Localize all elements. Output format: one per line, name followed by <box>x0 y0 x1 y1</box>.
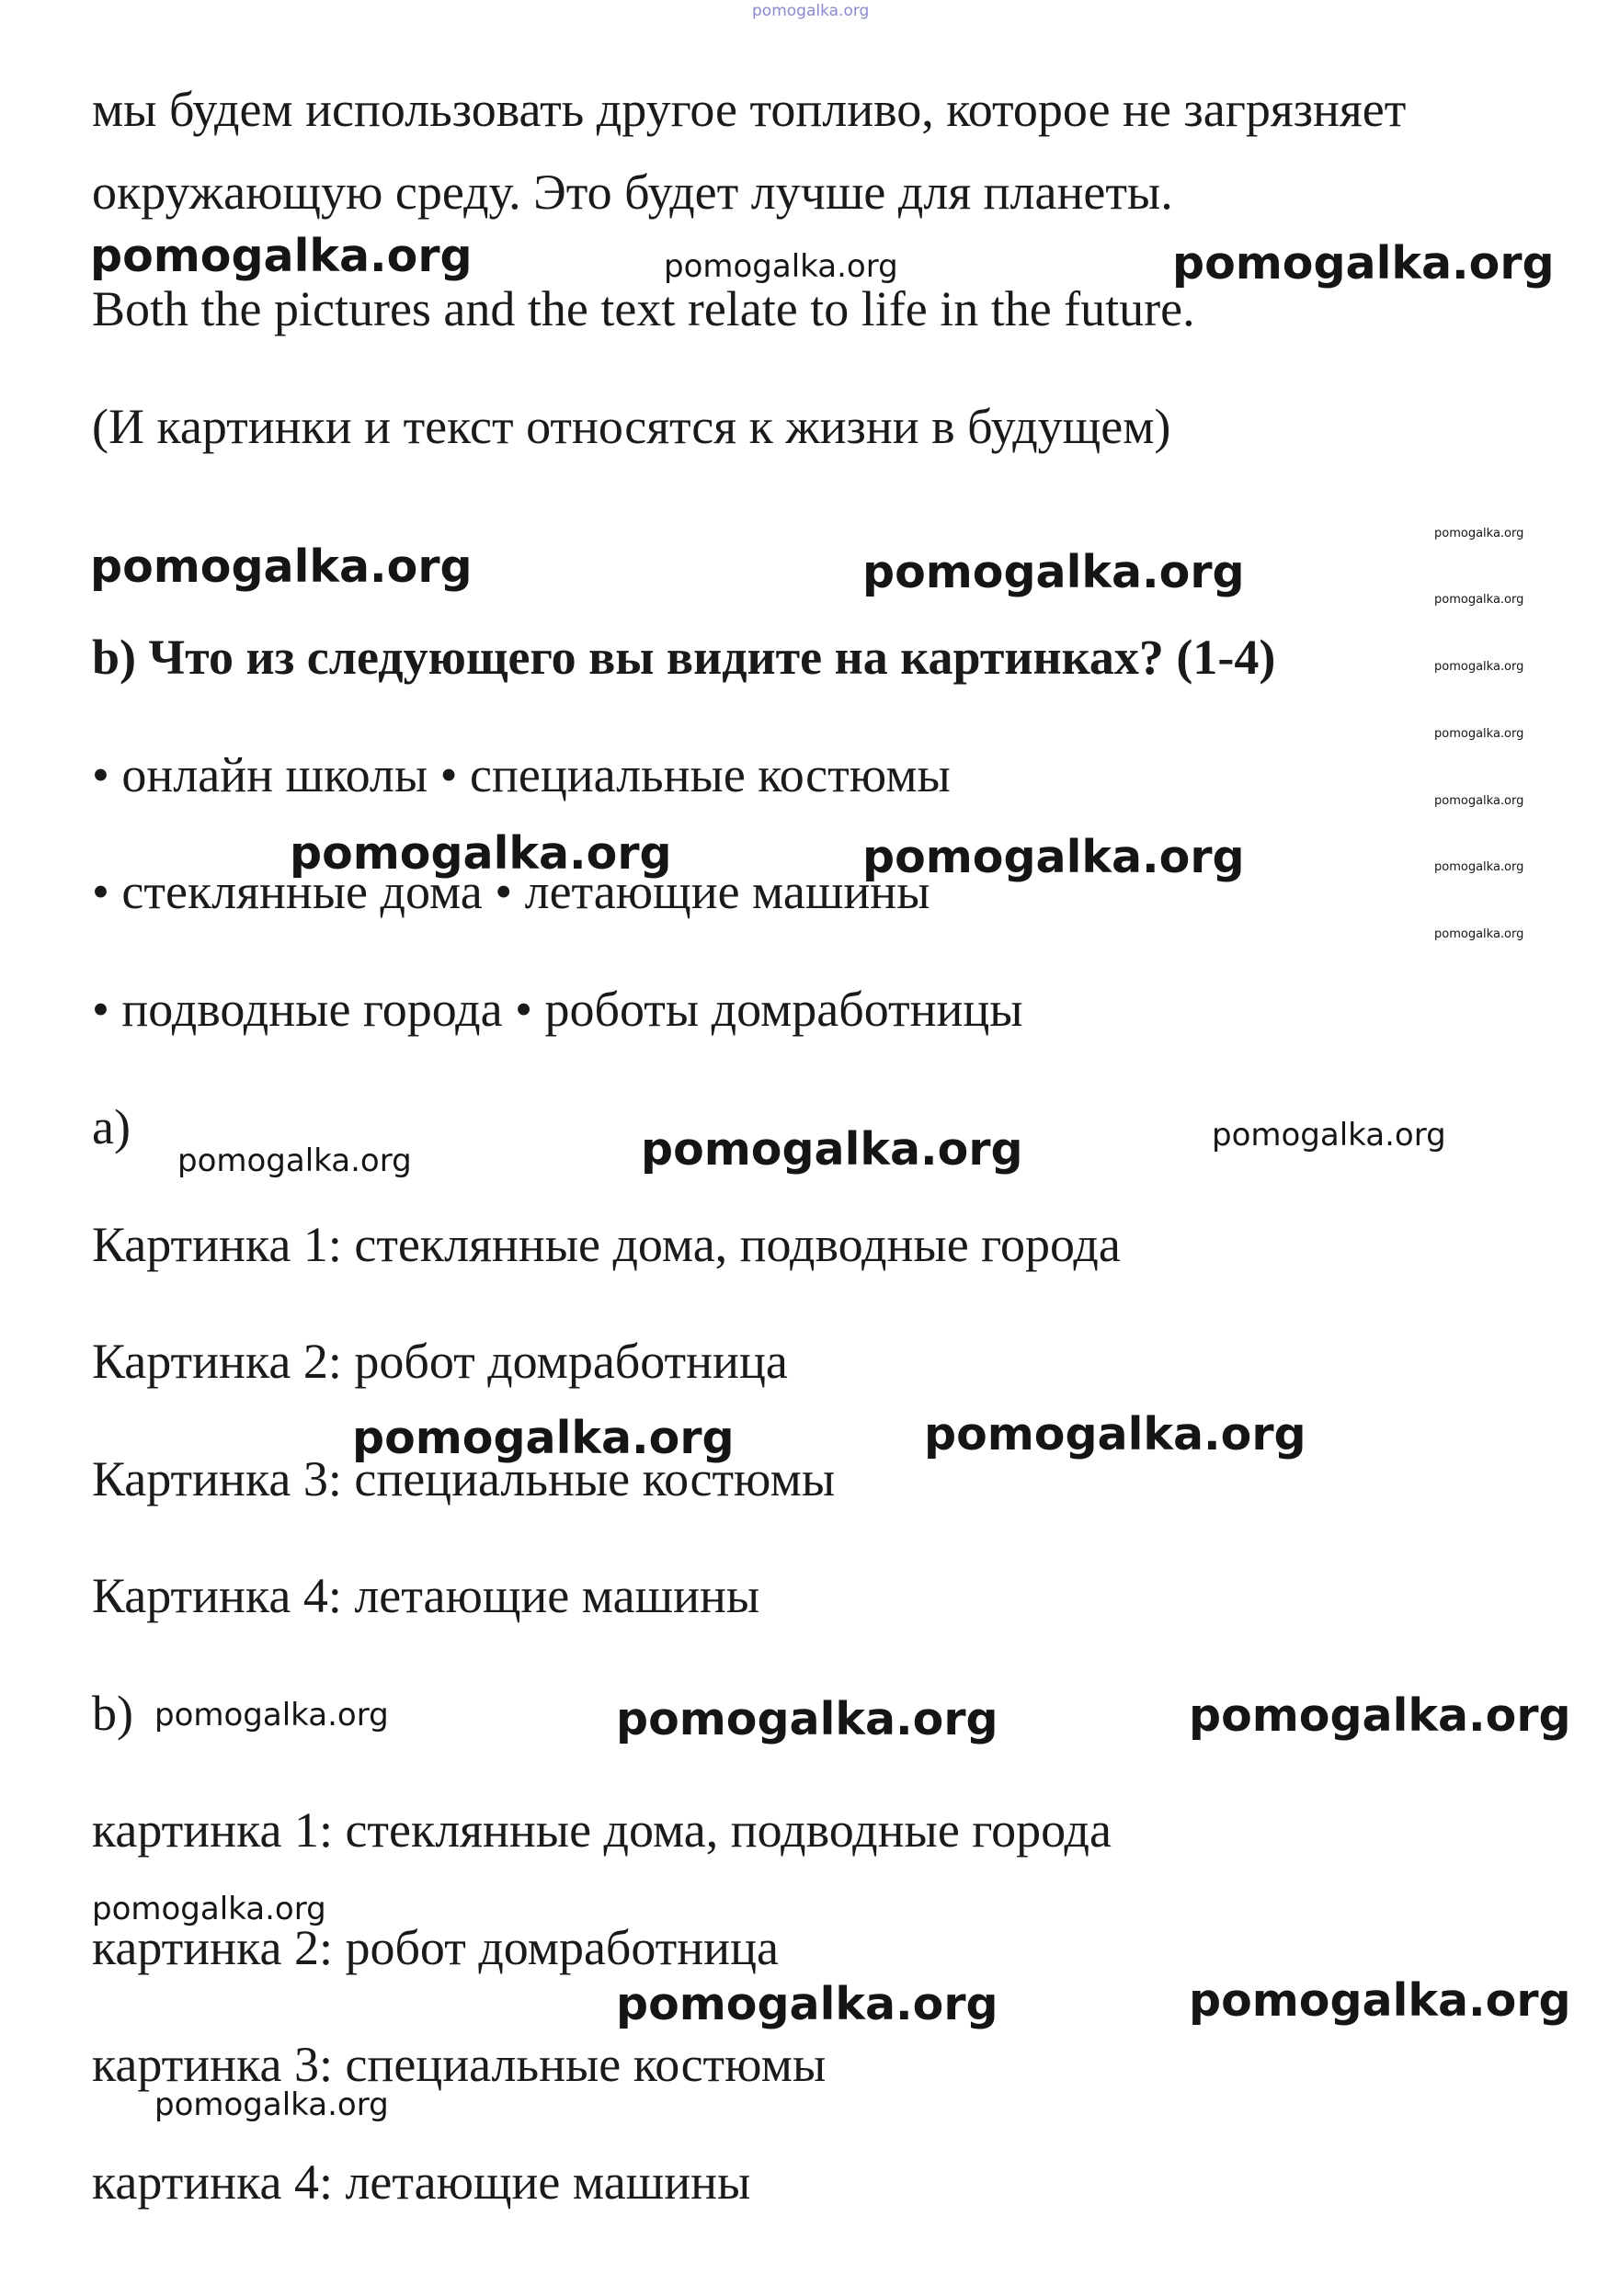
answer-b-item: картинка 4: летающие машины <box>92 2154 751 2210</box>
answer-a-item: Картинка 3: специальные костюмы <box>92 1451 836 1506</box>
watermark: pomogalka.org <box>862 546 1245 598</box>
watermark: pomogalka.org <box>90 540 473 593</box>
watermark: pomogalka.org <box>1189 1974 1571 2027</box>
watermark: pomogalka.org <box>1434 660 1524 674</box>
watermark: pomogalka.org <box>1434 727 1524 741</box>
watermark: pomogalka.org <box>1212 1117 1446 1154</box>
watermark-top: pomogalka.org <box>752 2 870 20</box>
watermark: pomogalka.org <box>1189 1689 1571 1742</box>
paragraph-line: окружающую среду. Это будет лучше для планеты. <box>92 165 1173 220</box>
watermark: pomogalka.org <box>154 1697 389 1733</box>
options-line: • стеклянные дома • летающие машины <box>92 864 930 919</box>
answer-b-item: картинка 1: стеклянные дома, подводные города <box>92 1802 1112 1858</box>
watermark: pomogalka.org <box>862 831 1245 883</box>
watermark: pomogalka.org <box>1172 237 1555 290</box>
answer-b-label: b) <box>92 1686 133 1741</box>
watermark: pomogalka.org <box>1434 593 1524 607</box>
answer-a-item: Картинка 2: робот домработница <box>92 1334 788 1389</box>
watermark: pomogalka.org <box>352 1412 735 1464</box>
translation-sentence: (И картинки и текст относятся к жизни в будущем) <box>92 399 1171 454</box>
answer-b-item: картинка 3: специальные костюмы <box>92 2037 827 2092</box>
watermark: pomogalka.org <box>290 827 672 880</box>
watermark: pomogalka.org <box>1434 927 1524 941</box>
answer-a-item: Картинка 4: летающие машины <box>92 1568 760 1623</box>
watermark: pomogalka.org <box>90 230 473 282</box>
watermark: pomogalka.org <box>1434 794 1524 808</box>
watermark: pomogalka.org <box>92 1891 326 1927</box>
answer-b-item: картинка 2: робот домработница <box>92 1920 779 1975</box>
section-b-heading: b) Что из следующего вы видите на картинках? (1-4) <box>92 630 1276 685</box>
english-sentence: Both the pictures and the text relate to life in the future. <box>92 281 1195 336</box>
watermark: pomogalka.org <box>641 1123 1023 1176</box>
answer-a-item: Картинка 1: стеклянные дома, подводные города <box>92 1217 1121 1272</box>
watermark: pomogalka.org <box>1434 860 1524 874</box>
options-line: • подводные города • роботы домработницы <box>92 982 1023 1037</box>
watermark: pomogalka.org <box>924 1408 1306 1461</box>
watermark: pomogalka.org <box>1434 527 1524 540</box>
watermark: pomogalka.org <box>154 2086 389 2123</box>
watermark: pomogalka.org <box>177 1142 412 1179</box>
watermark: pomogalka.org <box>664 248 898 285</box>
answer-a-label: a) <box>92 1099 131 1154</box>
paragraph-line: мы будем использовать другое топливо, которое не загрязняет <box>92 82 1407 137</box>
options-line: • онлайн школы • специальные костюмы <box>92 747 951 802</box>
watermark: pomogalka.org <box>616 1978 998 2030</box>
watermark: pomogalka.org <box>616 1693 998 1745</box>
